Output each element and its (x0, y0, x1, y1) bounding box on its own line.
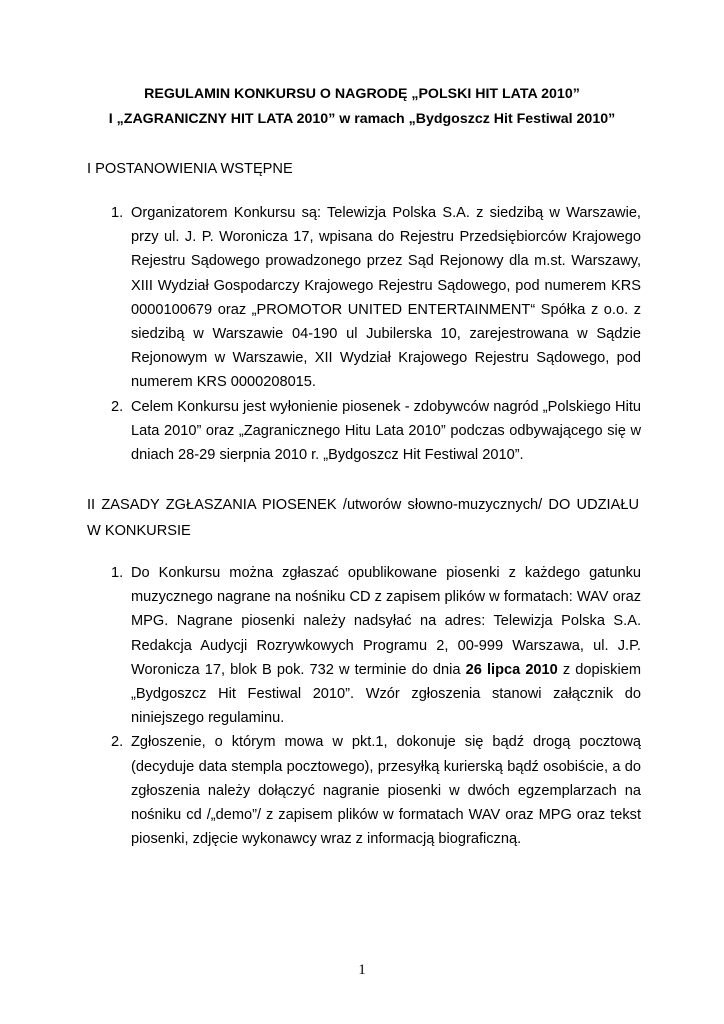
list-item-number: 1. (111, 205, 124, 221)
deadline-date: 26 lipca 2010 (465, 661, 558, 678)
document-title-line-1: REGULAMIN KONKURSU O NAGRODĘ „POLSKI HIT LATA 2010” (144, 86, 580, 102)
section-1-heading: I POSTANOWIENIA WSTĘPNE (87, 161, 293, 177)
document-title-line-2: I „ZAGRANICZNY HIT LATA 2010” w ramach „Bydgoszcz Hit Festiwal 2010” (108, 111, 616, 127)
list-item-number: 1. (111, 565, 124, 581)
section-2-list (111, 561, 641, 851)
list-item (111, 561, 641, 730)
list-item-text-part: z dopiskiem „Bydgoszcz Hit Festiwal 2010”. Wzór zgłoszenia stanowi załącznik do niniejszego regulaminu. (131, 661, 641, 727)
list-item-text: Celem Konkursu jest wyłonienie piosenek - zdobywców nagród „Polskiego Hitu Lata 2010” oraz „Zagranicznego Hitu Lata 2010” podczas odbywającego się w dniach 28-29 sierpnia 2010 r. „Bydgoszcz Hit Festiwal 2010”. (131, 398, 641, 464)
list-item (111, 730, 641, 851)
list-item-number: 2. (111, 398, 124, 415)
list-item-text: Organizatorem Konkursu są: Telewizja Polska S.A. z siedzibą w Warszawie, przy ul. J. P. Woronicza 17, wpisana do Rejestru Przedsiębiorców Krajowego Rejestru Sądowego prowadzonego przez Sąd Rejonowy dla m.st. Warszawy, XIII Wydział Gospodarczy Krajowego Rejestru Sądowego, pod numerem KRS 0000100679 oraz „PROMOTOR UNITED ENTERTAINMENT“ Spółka z o.o. z siedzibą w Warszawie 04-190 ul Jubilerska 10, zarejestrowana w Sądzie Rejonowym w Warszawie, XII Wydział Krajowego Rejestru Sądowego, pod numerem KRS 0000208015. (131, 205, 641, 391)
section-1-list (111, 201, 641, 467)
list-item (111, 395, 641, 468)
section-2-heading: II ZASADY ZGŁASZANIA PIOSENEK /utworów słowno-muzycznych/ DO UDZIAŁU W KONKURSIE (87, 497, 639, 539)
page-number: 1 (358, 962, 366, 978)
list-item-text: Zgłoszenie, o którym mowa w pkt.1, dokonuje się bądź drogą pocztową (decyduje data stempla pocztowego), przesyłką kurierską bądź osobiście, a do zgłoszenia należy dołączyć nagranie piosenki w dwóch egzemplarzach na nośniku cd /„demo”/ z zapisem plików w formatach WAV oraz MPG oraz tekst piosenki, zdjęcie wykonawcy wraz z informacją biograficzną. (131, 734, 641, 848)
list-item-text (131, 561, 641, 730)
list-item-text-part: Do Konkursu można zgłaszać opublikowane piosenki z każdego gatunku muzycznego nagrane na nośniku CD z zapisem plików w formatach: WAV oraz MPG. Nagrane piosenki należy nadsyłać na adres: Telewizja Polska S.A. Redakcja Audycji Rozrywkowych Programu 2, 00-999 Warszawa, ul. J.P. Woronicza 17, blok B pok. 732 w terminie do dnia (131, 565, 641, 678)
list-item-number: 2. (111, 734, 124, 751)
list-item (111, 201, 641, 395)
